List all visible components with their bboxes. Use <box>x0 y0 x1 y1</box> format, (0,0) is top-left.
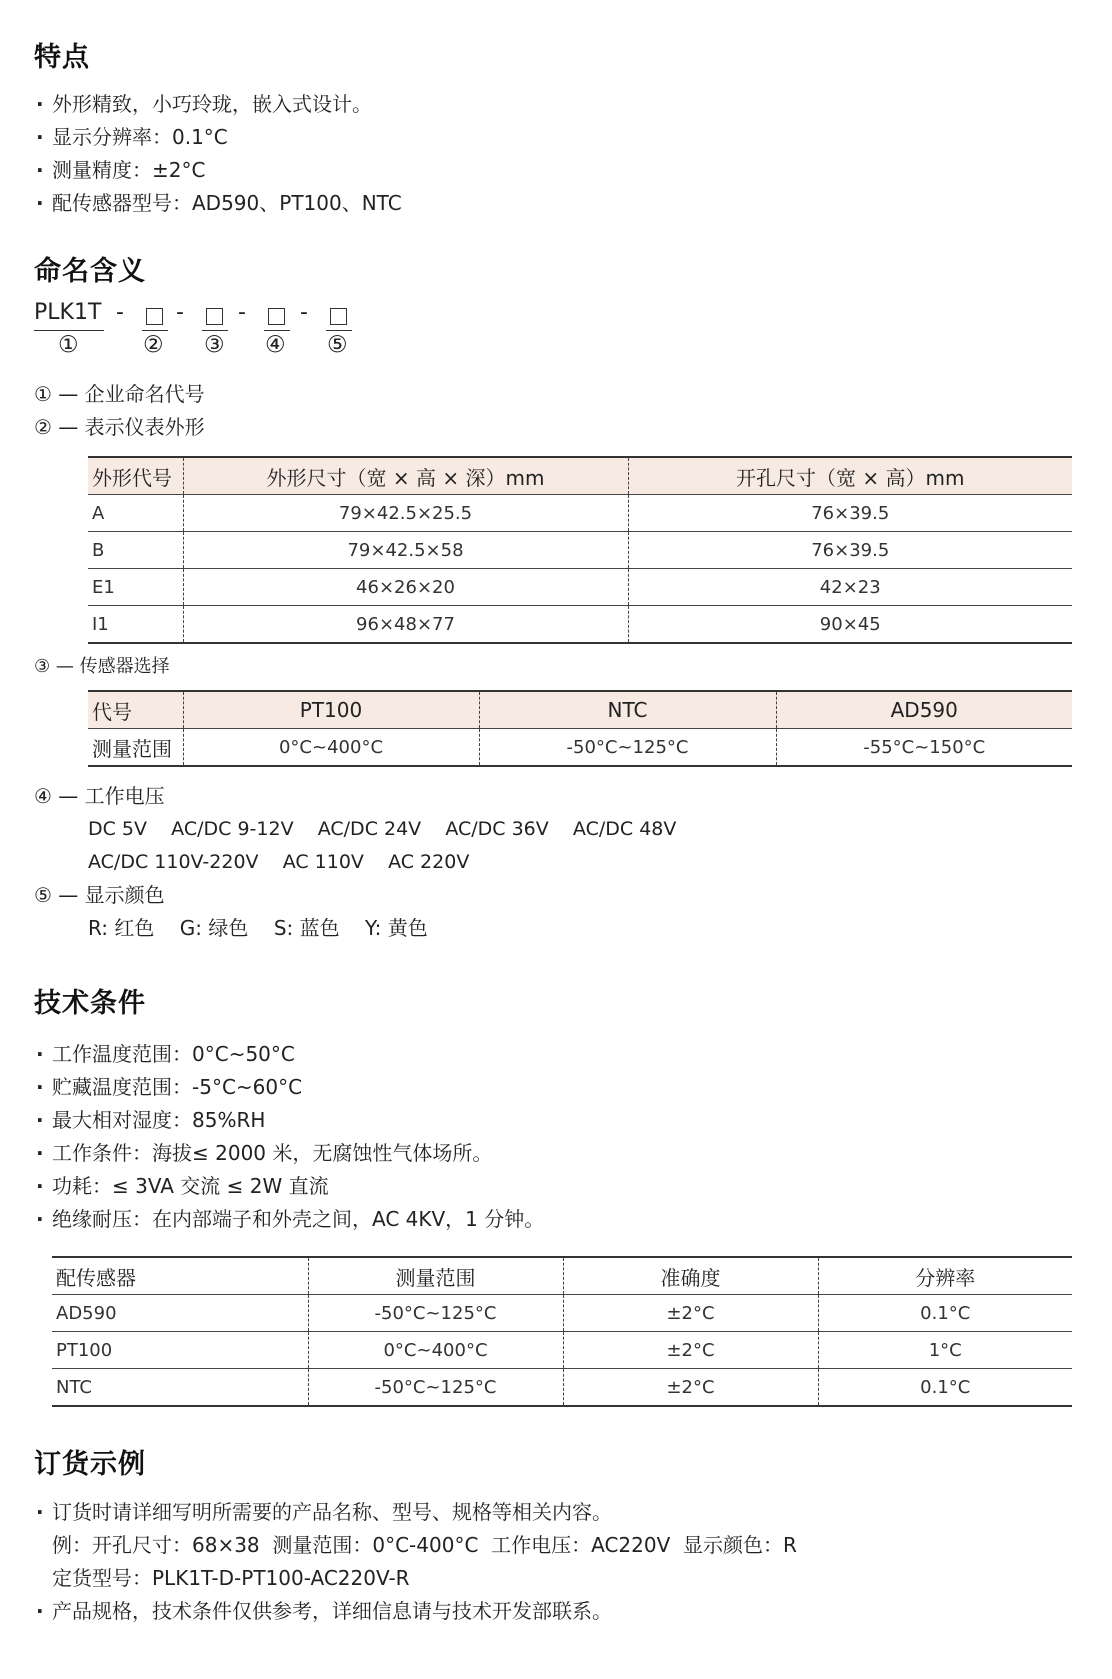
code-box <box>268 306 285 331</box>
table-cell: ±2°C <box>563 1332 818 1369</box>
table-cell: 90×45 <box>628 606 1072 644</box>
table-cell: 42×23 <box>628 569 1072 606</box>
table-cell: -55°C~150°C <box>776 729 1072 767</box>
table-row <box>88 495 1072 532</box>
order-heading: 订货示例 <box>34 1449 146 1480</box>
model-prefix: PLK1T <box>34 300 102 325</box>
table-cell: 76×39.5 <box>628 495 1072 532</box>
list-item: · 工作条件：海拔≤ 2000 米，无腐蚀性气体场所。 <box>34 1137 544 1170</box>
mark-2: ② <box>143 332 164 358</box>
color-options: R: 红色 G: 绿色 S: 蓝色 Y: 黄色 <box>88 916 428 940</box>
list-item: · 测量精度：±2°C <box>34 154 402 187</box>
list-item: · 产品规格，技术条件仅供参考，详细信息请与技术开发部联系。 <box>34 1595 612 1628</box>
table-cell: -50°C~125°C <box>308 1369 563 1407</box>
order-model: 定货型号：PLK1T-D-PT100-AC220V-R <box>52 1566 410 1590</box>
list-item: · 显示分辨率：0.1°C <box>34 121 402 154</box>
order-list-2 <box>34 1595 612 1628</box>
table-cell: 0.1°C <box>818 1369 1072 1407</box>
table-cell: 46×26×20 <box>183 569 628 606</box>
section-naming <box>34 258 146 285</box>
mark-1: ① <box>58 332 79 358</box>
dash: - <box>238 300 246 325</box>
table-header-row <box>88 691 1072 729</box>
table-header-row <box>88 457 1072 495</box>
table-cell: 0°C~400°C <box>183 729 479 767</box>
naming-item-3: ③ — 传感器选择 <box>34 656 170 677</box>
table-cell: 0°C~400°C <box>308 1332 563 1369</box>
naming-item-2: ② — 表示仪表外形 <box>34 415 205 439</box>
table-header: NTC <box>479 691 776 729</box>
order-example: 例：开孔尺寸：68×38 测量范围：0°C-400°C 工作电压：AC220V 显示颜色：R <box>52 1533 797 1557</box>
table-header: 开孔尺寸（宽 × 高）mm <box>628 457 1072 495</box>
section-tech <box>34 990 146 1017</box>
mark-5: ⑤ <box>327 332 348 358</box>
table-cell: 0.1°C <box>818 1295 1072 1332</box>
underline <box>142 330 168 331</box>
list-item: · 功耗：≤ 3VA 交流 ≤ 2W 直流 <box>34 1170 544 1203</box>
features-heading: 特点 <box>34 42 90 73</box>
underline <box>326 330 352 331</box>
code-box <box>146 306 163 331</box>
table-header: 外形代号 <box>88 457 183 495</box>
section-order <box>34 1451 146 1478</box>
table-header-row <box>52 1257 1072 1295</box>
table-header: 代号 <box>88 691 183 729</box>
mark-4: ④ <box>265 332 286 358</box>
list-item: · 订货时请详细写明所需要的产品名称、型号、规格等相关内容。 <box>34 1496 612 1529</box>
table-cell: ±2°C <box>563 1295 818 1332</box>
underline <box>202 330 228 331</box>
code-box <box>330 306 347 331</box>
table-cell: 1°C <box>818 1332 1072 1369</box>
table-row <box>88 606 1072 644</box>
section-features <box>34 44 90 71</box>
table-cell: I1 <box>88 606 183 644</box>
list-item: · 绝缘耐压：在内部端子和外壳之间，AC 4KV，1 分钟。 <box>34 1203 544 1236</box>
table-cell: -50°C~125°C <box>308 1295 563 1332</box>
table-header: 分辨率 <box>818 1257 1072 1295</box>
underline <box>264 330 290 331</box>
table-cell: 79×42.5×58 <box>183 532 628 569</box>
table-row <box>52 1332 1072 1369</box>
list-item: · 贮藏温度范围：-5°C~60°C <box>34 1071 544 1104</box>
table-row <box>88 569 1072 606</box>
table-header: 配传感器 <box>52 1257 308 1295</box>
table-cell: A <box>88 495 183 532</box>
table-row <box>52 1295 1072 1332</box>
table-row <box>88 532 1072 569</box>
tech-list <box>34 1038 544 1236</box>
table-cell: AD590 <box>52 1295 308 1332</box>
table-cell: -50°C~125°C <box>479 729 776 767</box>
shape-table <box>88 456 1072 644</box>
list-item: · 外形精致，小巧玲珑，嵌入式设计。 <box>34 88 402 121</box>
table-cell: 96×48×77 <box>183 606 628 644</box>
table-cell: E1 <box>88 569 183 606</box>
voltage-options-line-1: DC 5V AC/DC 9-12V AC/DC 24V AC/DC 36V AC/DC 48V <box>88 818 677 840</box>
features-list <box>34 88 402 220</box>
dash: - <box>300 300 308 325</box>
table-header: 外形尺寸（宽 × 高 × 深）mm <box>183 457 628 495</box>
table-cell: ±2°C <box>563 1369 818 1407</box>
naming-item-1: ① — 企业命名代号 <box>34 382 205 406</box>
table-header: 准确度 <box>563 1257 818 1295</box>
table-cell: B <box>88 532 183 569</box>
table-header: 测量范围 <box>308 1257 563 1295</box>
spec-table <box>52 1256 1072 1407</box>
table-cell: 测量范围 <box>88 729 183 767</box>
order-list <box>34 1496 612 1529</box>
table-header: AD590 <box>776 691 1072 729</box>
table-cell: 79×42.5×25.5 <box>183 495 628 532</box>
mark-3: ③ <box>204 332 225 358</box>
table-row <box>52 1369 1072 1407</box>
list-item: · 工作温度范围：0°C~50°C <box>34 1038 544 1071</box>
tech-heading: 技术条件 <box>34 988 146 1019</box>
table-row <box>88 729 1072 767</box>
underline <box>34 330 104 331</box>
naming-heading: 命名含义 <box>34 256 146 287</box>
code-box <box>206 306 223 331</box>
list-item: · 最大相对湿度：85%RH <box>34 1104 544 1137</box>
table-cell: 76×39.5 <box>628 532 1072 569</box>
sensor-table <box>88 690 1072 767</box>
table-cell: NTC <box>52 1369 308 1407</box>
naming-item-4: ④ — 工作电压 <box>34 784 165 808</box>
table-header: PT100 <box>183 691 479 729</box>
list-item: · 配传感器型号：AD590、PT100、NTC <box>34 187 402 220</box>
naming-item-5: ⑤ — 显示颜色 <box>34 883 165 907</box>
dash: - <box>116 300 124 325</box>
voltage-options-line-2: AC/DC 110V-220V AC 110V AC 220V <box>88 851 470 873</box>
dash: - <box>176 300 184 325</box>
table-cell: PT100 <box>52 1332 308 1369</box>
